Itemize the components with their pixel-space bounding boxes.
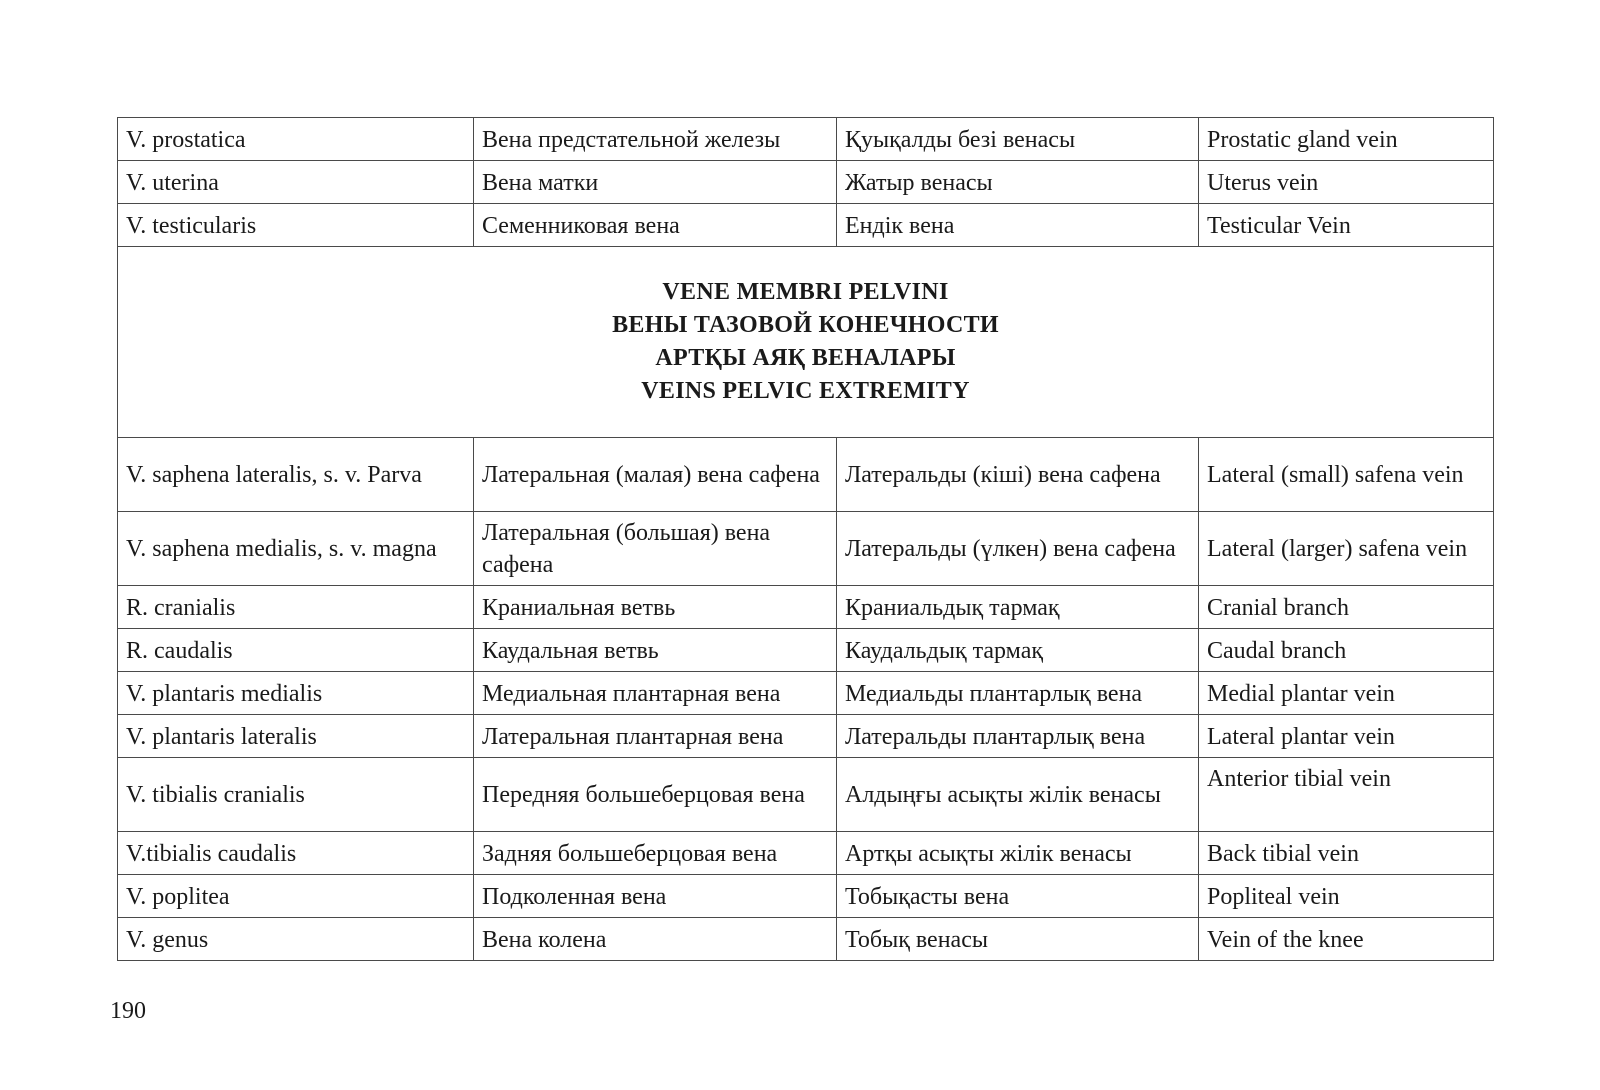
english-term-cell: Lateral plantar vein [1199,715,1494,758]
english-term-cell: Medial plantar vein [1199,672,1494,715]
russian-term-cell: Латеральная (большая) вена сафена [474,512,837,586]
kazakh-term-cell: Тобықасты вена [837,875,1199,918]
russian-term-cell: Краниальная ветвь [474,586,837,629]
english-term-cell: Testicular Vein [1199,204,1494,247]
latin-term-cell: V. tibialis cranialis [118,758,474,832]
russian-term-cell: Латеральная (малая) вена сафена [474,438,837,512]
table-row [118,512,1494,586]
table-row [118,832,1494,875]
russian-term-cell: Подколенная вена [474,875,837,918]
russian-term-cell: Каудальная ветвь [474,629,837,672]
kazakh-term-cell: Жатыр венасы [837,161,1199,204]
english-term-cell: Back tibial vein [1199,832,1494,875]
table-row [118,715,1494,758]
kazakh-term-cell: Алдыңғы асықты жілік венасы [837,758,1199,832]
table-row [118,118,1494,161]
english-term-cell: Vein of the knee [1199,918,1494,961]
kazakh-term-cell: Медиальды плантарлық вена [837,672,1199,715]
latin-term-cell: V. uterina [118,161,474,204]
table-row [118,204,1494,247]
vein-terminology-table [117,117,1494,961]
kazakh-term-cell: Латеральды плантарлық вена [837,715,1199,758]
english-term-cell: Cranial branch [1199,586,1494,629]
english-term-cell: Uterus vein [1199,161,1494,204]
kazakh-term-cell: Артқы асықты жілік венасы [837,832,1199,875]
kazakh-term-cell: Каудальдық тармақ [837,629,1199,672]
english-term-cell: Anterior tibial vein [1199,758,1494,832]
table-row [118,672,1494,715]
russian-term-cell: Семенниковая вена [474,204,837,247]
latin-term-cell: V.tibialis caudalis [118,832,474,875]
english-term-cell: Lateral (small) safena vein [1199,438,1494,512]
section-heading-russian: ВЕНЫ ТАЗОВОЙ КОНЕЧНОСТИ [612,312,999,338]
table-row [118,438,1494,512]
kazakh-term-cell: Латеральды (үлкен) вена сафена [837,512,1199,586]
russian-term-cell: Медиальная плантарная вена [474,672,837,715]
latin-term-cell: V. plantaris lateralis [118,715,474,758]
section-heading [118,247,1494,438]
english-term-cell: Lateral (larger) safena vein [1199,512,1494,586]
latin-term-cell: V. prostatica [118,118,474,161]
table-row [118,161,1494,204]
russian-term-cell: Передняя большеберцовая вена [474,758,837,832]
kazakh-term-cell: Латеральды (кіші) вена сафена [837,438,1199,512]
table-row [118,758,1494,832]
english-term-cell: Prostatic gland vein [1199,118,1494,161]
latin-term-cell: R. caudalis [118,629,474,672]
latin-term-cell: V. genus [118,918,474,961]
latin-term-cell: V. poplitea [118,875,474,918]
english-term-cell: Caudal branch [1199,629,1494,672]
table-row [118,918,1494,961]
latin-term-cell: R. cranialis [118,586,474,629]
kazakh-term-cell: Ендік вена [837,204,1199,247]
table-row [118,586,1494,629]
table-row [118,629,1494,672]
russian-term-cell: Вена предстательной железы [474,118,837,161]
russian-term-cell: Задняя большеберцовая вена [474,832,837,875]
kazakh-term-cell: Краниальдық тармақ [837,586,1199,629]
russian-term-cell: Вена колена [474,918,837,961]
section-heading-english: VEINS PELVIC EXTREMITY [641,378,970,404]
table-row [118,875,1494,918]
latin-term-cell: V. plantaris medialis [118,672,474,715]
section-heading-kazakh: АРТҚЫ АЯҚ ВЕНАЛАРЫ [655,345,956,371]
latin-term-cell: V. testicularis [118,204,474,247]
section-heading-row [118,247,1494,438]
kazakh-term-cell: Тобық венасы [837,918,1199,961]
kazakh-term-cell: Қуықалды безі венасы [837,118,1199,161]
russian-term-cell: Вена матки [474,161,837,204]
english-term-cell: Popliteal vein [1199,875,1494,918]
page-number: 190 [110,998,146,1024]
latin-term-cell: V. saphena lateralis, s. v. Parva [118,438,474,512]
section-heading-latin: VENE MEMBRI PELVINI [662,279,949,305]
russian-term-cell: Латеральная плантарная вена [474,715,837,758]
latin-term-cell: V. saphena medialis, s. v. magna [118,512,474,586]
